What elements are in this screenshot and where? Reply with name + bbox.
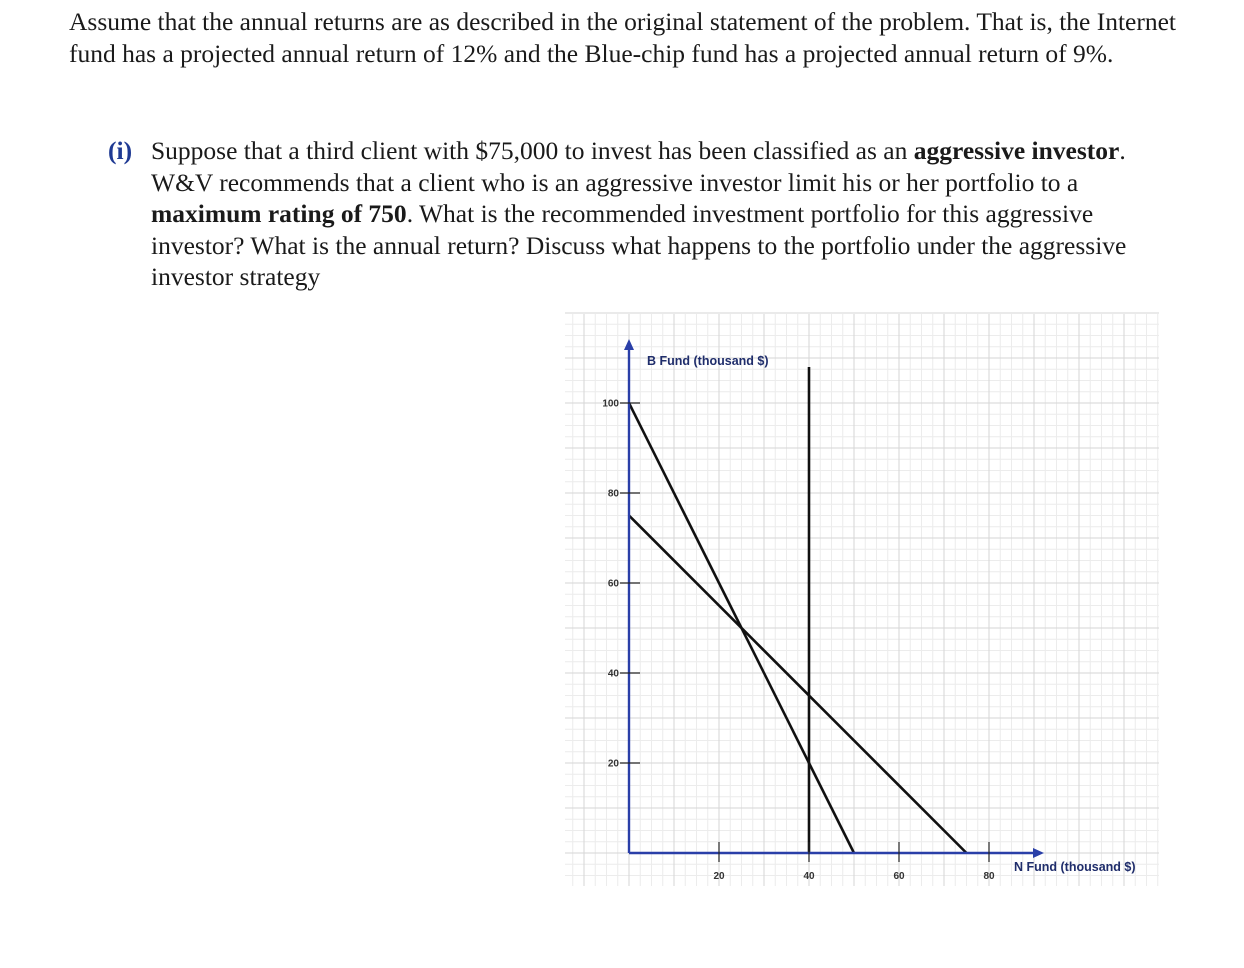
question-text-part1: Suppose that a third client with $75,000 to invest has been classified as an: [151, 136, 914, 165]
x-tick-label: 40: [803, 871, 815, 882]
axes: [624, 339, 1044, 858]
y-axis-label: B Fund (thousand $): [647, 354, 769, 368]
x-tick-label: 20: [713, 871, 725, 882]
x-axis-label: N Fund (thousand $): [1014, 860, 1136, 874]
question-text-part3: . What is the recommended investment portfolio for this aggressive investor? What is the annual return? Discuss what happens to the portfolio under the aggressive investor strategy: [151, 199, 1127, 291]
y-tick-label: 20: [607, 758, 619, 770]
question-i: [108, 135, 1188, 293]
y-axis-arrow: [624, 339, 634, 350]
x-axis-arrow: [1033, 848, 1044, 858]
question-text-part2: . W&V recommends that a client who is an aggressive investor limit his or her portfolio to a: [151, 136, 1126, 197]
intro-paragraph: Assume that the annual returns are as described in the original statement of the problem. That is, the Internet fund has a projected annual return of 12% and the Blue-chip fund has a projected annual return of 9%.: [69, 7, 1177, 68]
y-tick-label: 60: [607, 578, 619, 590]
question-text: [151, 135, 1188, 293]
y-tick-label: 80: [607, 488, 619, 500]
y-tick-label: 100: [602, 398, 619, 410]
bold-maximum-rating: maximum rating of 750: [151, 199, 407, 228]
grid: [565, 313, 1159, 886]
x-tick-label: 80: [983, 871, 995, 882]
x-tick-label: 60: [893, 871, 905, 882]
ticks: [602, 399, 995, 883]
bold-aggressive-investor: aggressive investor: [913, 136, 1120, 165]
feasible-region-graph: [563, 312, 1161, 892]
y-tick-label: 40: [607, 668, 619, 680]
question-number: (i): [108, 136, 133, 165]
